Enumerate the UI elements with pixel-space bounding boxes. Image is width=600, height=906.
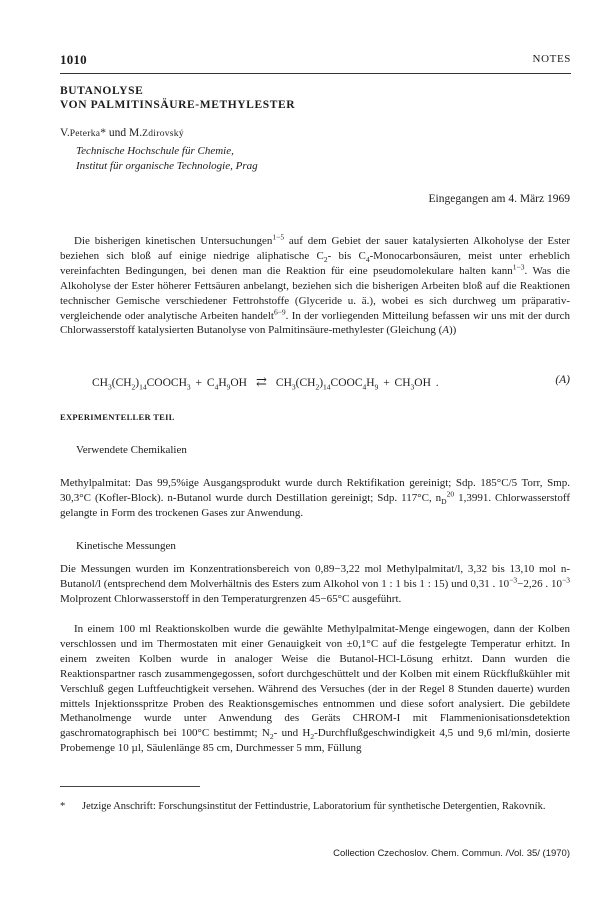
subscript: D [441, 497, 447, 507]
procedure-text-3: -Durchflußgeschwindigkeit 4,5 und 9,6 ml/min, dosierte Probemenge 10 µl, Säulenlänge 85 cm, Durchmesser 5 mm, Füllung [60, 727, 571, 755]
equilibrium-arrow-icon: ⇄ [256, 374, 267, 389]
section-heading: EXPERIMENTELLER TEIL [60, 412, 175, 422]
footnote-mark: * [60, 801, 66, 812]
reference-superscript: 1−5 [272, 232, 285, 242]
intro-text-5: . Was die Alkoholyse der Ester höherer Fettsäuren anbelangt, beziehen sich die bisherigen Arbeiten bloß auf die Reaktionen technischer Gemische verschiedener Fettrohstoffe (Glyceride u. ä.), wobei es sich durchweg um präparativ-vergleichende oder analytische Arbeiten handelt [60, 264, 571, 322]
intro-text-2: auf dem Gebiet der sauer katalysierten Alkoholyse der Ester beziehen sich bloß auf einige niedrige aliphatische C [60, 235, 571, 262]
author-connector: und M. [106, 127, 143, 139]
footnote-rule [60, 786, 200, 787]
author1-name: Peterka [69, 129, 101, 139]
kinetics-text-3: Molprozent Chlorwasserstoff in den Temperaturgrenzen 45−65°C ausgeführt. [60, 592, 402, 605]
article-title-line-2: VON PALMITINSÄURE-METHYLESTER [60, 99, 296, 111]
received-date: Eingegangen am 4. März 1969 [428, 193, 570, 205]
equation-reference: A [442, 324, 449, 337]
running-head: NOTES [532, 53, 571, 65]
equation-label: (A) [555, 374, 570, 386]
subscript: 2 [310, 732, 315, 742]
kinetics-paragraph [60, 562, 570, 607]
subsection-heading-kinetics: Kinetische Messungen [76, 540, 176, 552]
subscript: 2 [269, 732, 274, 742]
author-line [60, 127, 184, 139]
page-header [60, 52, 571, 70]
kinetics-text-2: −2,26 . 10 [517, 577, 562, 590]
author1-footnote-mark: * [100, 127, 107, 139]
article-title-line-1: BUTANOLYSE [60, 85, 144, 97]
affiliation-line-2: Institut für organische Technologie, Prag [76, 160, 258, 172]
procedure-text-1: In einem 100 ml Reaktionskolben wurde die gewählte Methylpalmitat-Menge eingewogen, dann der Kolben verschlossen und im Thermostaten mit einer Genauigkeit von ±0,1°C auf die festgelegte Temperatur erhitzt. In einem zweiten Kolben wurde in analoger Weise die Butanol-HCl-Lösung erhitzt. Dann wurden die Reaktionspartner rasch zusammengegossen, sofort durchgeschüttelt und der Kolben mit einem Rückflußkühler mit Verschluß gegen Luftfeuchtigkeit versehen. Während des Versuches (der in der Regel 8 Stunden dauerte) wurden mittels Injektionsspritze Proben des Reaktionsgemisches entnommen und diese sofort analysiert. Die gebildete Methanolmenge wurde unter Anwendung des Geräts CHROM-I mit Flammenionisationsdetektion gaschromatographisch bei 100°C bestimmt; N [60, 623, 570, 740]
journal-citation: Collection Czechoslov. Chem. Commun. /Vol. 35/ (1970) [333, 848, 570, 859]
footnote [60, 799, 570, 814]
subsection-heading-chemicals: Verwendete Chemikalien [76, 444, 187, 456]
equation-body: $CH_3(CH_2)_{14}COOCH_3 + C_4H_9OH$ ⇄ $CH_3(CH_2)_{14}COOC_4H_9 + CH_3OH$ . [92, 374, 439, 392]
chemicals-paragraph [60, 476, 570, 521]
author1-initial: V. [60, 127, 70, 139]
reference-superscript: 6−9 [273, 306, 286, 316]
procedure-text-2: - und H [273, 727, 311, 740]
kinetics-text-1: Die Messungen wurden im Konzentrationsbereich von 0,89−3,22 mol Methylpalmitat/l, 3,32 bis 13,10 mol n-Butanol/l (entsprechend dem Molverhältnis des Esters zum Alkohol von 1 : 1 bis 1 : 15) und 0,31 . 10 [60, 563, 570, 590]
intro-paragraph [60, 234, 570, 338]
chemicals-text-2: 1,3991. Chlorwasserstoff gelangte in Form des trockenen Gases zur Anwendung. [60, 491, 570, 519]
intro-text-7: )) [449, 324, 457, 337]
author2-name: Zdirovský [142, 129, 184, 139]
subscript: 2 [323, 255, 328, 265]
intro-text-6: . In der vorliegenden Mitteilung befassen wir uns mit der durch Chlorwasserstoff katalysierten Butanolyse von Palmitinsäure-methylester (Gleichung ( [60, 309, 570, 337]
subscript: 4 [365, 255, 370, 265]
affiliation-line-1: Technische Hochschule für Chemie, [76, 145, 234, 157]
procedure-paragraph [60, 622, 570, 756]
reference-superscript: 1−3 [512, 262, 525, 272]
intro-text-3: - bis C [327, 249, 366, 262]
intro-text-1: Die bisherigen kinetischen Untersuchungen [74, 235, 273, 247]
superscript: 20 [446, 489, 455, 499]
page-number: 1010 [60, 52, 87, 67]
superscript: −3 [509, 575, 518, 585]
header-rule [60, 73, 571, 74]
intro-text-4: -Monocarbonsäuren, meist unter erheblich vereinfachten Bedingungen, bei denen man die Reaktion für eine pseudomolekulare halten kann [60, 249, 571, 277]
superscript: −3 [562, 575, 570, 585]
chemicals-text-1: Methylpalmitat: Das 99,5%ige Ausgangsprodukt wurde durch Rektifikation gereinigt; Sdp. 185°C/5 Torr, Smp. 30,3°C (Kofler-Block). n-Butanol wurde durch Destillation gereinigt; Sdp. 117°C, n [60, 477, 570, 504]
footnote-text: Jetzige Anschrift: Forschungsinstitut der Fettindustrie, Laboratorium für synthetische Detergentien, Rakovník. [82, 801, 546, 812]
